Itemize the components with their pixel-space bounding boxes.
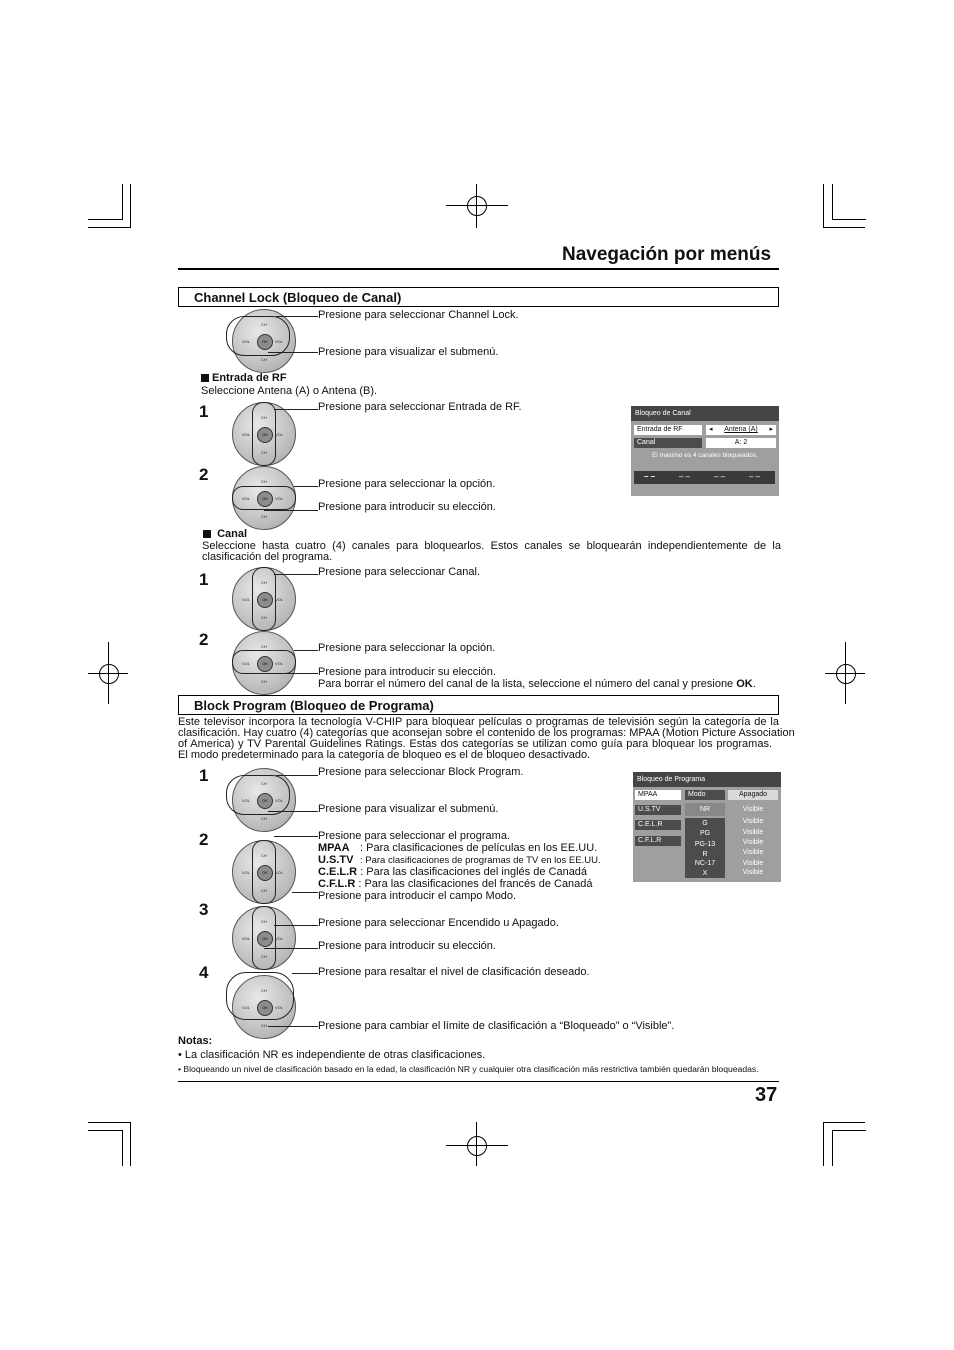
instruction-text: Presione para seleccionar el programa. bbox=[318, 830, 510, 842]
step-number: 1 bbox=[199, 402, 209, 421]
crop-mark bbox=[823, 184, 824, 228]
callout-line bbox=[292, 892, 318, 893]
registration-mark bbox=[836, 664, 856, 684]
canal-label: Canal bbox=[203, 528, 247, 541]
step-number: 2 bbox=[199, 465, 209, 484]
osd-category[interactable]: U.S.TV bbox=[635, 805, 681, 815]
osd-status[interactable]: Visible bbox=[742, 829, 764, 836]
osd-title: Bloqueo de Programa bbox=[633, 772, 781, 787]
highlight-up-down bbox=[252, 402, 276, 466]
instruction-text: U.S.TV : Para clasificaciones de programas de TV en los EE.UU. bbox=[318, 854, 601, 866]
osd-rating[interactable]: NC-17 bbox=[694, 860, 716, 867]
instruction-text: Presione para seleccionar la opción. bbox=[318, 478, 496, 490]
instruction-text: Presione para resaltar el nivel de clasificación deseado. bbox=[318, 966, 590, 978]
osd-mode-value[interactable]: Apagado bbox=[728, 790, 778, 800]
remote-dpad-icon: CH CH VOL VOL OK bbox=[232, 840, 296, 904]
remote-dpad-icon: CH CH VOL VOL OK bbox=[232, 975, 296, 1039]
osd-status[interactable]: Visible bbox=[742, 818, 764, 825]
osd-block-program bbox=[633, 772, 781, 882]
instruction-text: Presione para introducir su elección. bbox=[318, 666, 496, 678]
instruction-text: Presione para seleccionar Block Program. bbox=[318, 766, 524, 778]
crop-mark bbox=[832, 1130, 866, 1131]
callout-line bbox=[292, 973, 318, 974]
instruction-text: Presione para seleccionar la opción. bbox=[318, 642, 496, 654]
osd-rating[interactable]: PG-13 bbox=[694, 841, 716, 848]
canal-desc: clasificación del programa. bbox=[202, 551, 333, 563]
intro-text: Este televisor incorpora la tecnología V-CHIP para bloquear películas o programas de televisión según la categoría de la bbox=[178, 716, 779, 728]
instruction-text: Presione para introducir el campo Modo. bbox=[318, 890, 517, 902]
step-number: 1 bbox=[199, 570, 209, 589]
rf-label: Entrada de RF bbox=[201, 372, 287, 385]
callout-line bbox=[268, 811, 318, 812]
osd-slot[interactable]: – – bbox=[644, 472, 656, 481]
block-program-heading: Block Program (Bloqueo de Programa) bbox=[194, 698, 434, 713]
osd-slot[interactable]: – – bbox=[749, 472, 761, 481]
callout-line bbox=[264, 948, 318, 949]
remote-dpad-icon: CH CH VOL VOL OK bbox=[232, 906, 296, 970]
osd-status[interactable]: Visible bbox=[742, 839, 764, 846]
osd-mode-label[interactable]: Modo bbox=[685, 790, 725, 800]
crop-mark bbox=[832, 1130, 833, 1166]
registration-mark bbox=[446, 205, 508, 206]
crop-mark bbox=[88, 1122, 130, 1123]
osd-category[interactable]: MPAA bbox=[635, 790, 681, 800]
page-number: 37 bbox=[755, 1084, 778, 1106]
callout-line bbox=[264, 673, 318, 674]
callout-line bbox=[294, 650, 318, 651]
intro-text: El modo predeterminado para la categoría de bloqueo es el de bloqueo desactivado. bbox=[178, 749, 591, 761]
osd-note: El maximo es 4 canales bloqueados. bbox=[652, 452, 758, 459]
osd-rating[interactable]: G bbox=[702, 820, 708, 827]
callout-line bbox=[274, 925, 318, 926]
osd-rating[interactable]: PG bbox=[699, 830, 711, 837]
instruction-text: Para borrar el número del canal de la lista, seleccione el número del canal y presione OK. bbox=[318, 678, 756, 690]
remote-dpad-icon: CH CH VOL VOL OK bbox=[232, 768, 296, 832]
remote-dpad-icon: CH CH VOL VOL OK bbox=[232, 309, 296, 373]
intro-text: of America) y TV Parental Guidelines Ratings. Estas dos categorías se utilizan como guía para bloquear los programas. bbox=[178, 738, 772, 750]
crop-mark bbox=[122, 184, 123, 220]
registration-mark bbox=[467, 1136, 487, 1156]
highlight-up-down bbox=[252, 567, 276, 631]
channel-lock-heading-box bbox=[178, 287, 779, 307]
instruction-text: Presione para seleccionar Channel Lock. bbox=[318, 309, 519, 321]
highlight-up-down bbox=[252, 840, 276, 904]
canal-desc: Seleccione hasta cuatro (4) canales para bloquearlos. Estos canales se bloquearán independientemente de la bbox=[202, 540, 781, 552]
callout-line bbox=[268, 1026, 318, 1027]
osd-row-label[interactable]: Entrada de RF bbox=[634, 425, 702, 435]
note-item: • Bloqueando un nivel de clasificación basado en la edad, la clasificación NR y cualquier otra clasificación más restrictiva también quedarán bloqueadas. bbox=[178, 1064, 759, 1074]
step-number: 2 bbox=[199, 630, 209, 649]
callout-line bbox=[276, 775, 318, 776]
instruction-text: Presione para cambiar el límite de clasificación a “Bloqueado” o “Visible”. bbox=[318, 1020, 675, 1032]
crop-mark bbox=[823, 1122, 824, 1166]
instruction-text: Presione para seleccionar Entrada de RF. bbox=[318, 401, 522, 413]
crop-mark bbox=[122, 1130, 123, 1166]
osd-status[interactable]: Visible bbox=[742, 869, 764, 876]
crop-mark bbox=[130, 1122, 131, 1166]
callout-line bbox=[268, 352, 318, 353]
osd-slots bbox=[634, 471, 775, 484]
block-program-heading-box bbox=[178, 695, 779, 715]
osd-title: Bloqueo de Canal bbox=[631, 406, 779, 421]
notes-title: Notas: bbox=[178, 1035, 213, 1047]
channel-lock-heading: Channel Lock (Bloqueo de Canal) bbox=[194, 290, 402, 305]
highlight-left-right bbox=[232, 650, 296, 674]
callout-line bbox=[274, 409, 318, 410]
remote-dpad-icon: CH CH VOL VOL OK bbox=[232, 631, 296, 695]
registration-mark bbox=[476, 1122, 477, 1166]
instruction-text: MPAA : Para clasificaciones de películas en los EE.UU. bbox=[318, 842, 598, 854]
intro-text: clasificación. Hay cuatro (4) categorías que aconsejan sobre el contenido de los programas: MPAA (Motion Picture Association bbox=[178, 727, 795, 739]
instruction-text: Presione para introducir su elección. bbox=[318, 501, 496, 513]
callout-line bbox=[264, 510, 318, 511]
osd-category[interactable]: C.E.L.R bbox=[635, 820, 681, 830]
instruction-text: Presione para seleccionar Canal. bbox=[318, 566, 481, 578]
registration-mark bbox=[467, 196, 487, 216]
crop-mark bbox=[832, 184, 833, 220]
page-title: Navegación por menús bbox=[562, 244, 772, 265]
osd-status[interactable]: Visible bbox=[742, 860, 764, 867]
instruction-text: Presione para visualizar el submenú. bbox=[318, 803, 499, 815]
instruction-text: Presione para seleccionar Encendido u Apagado. bbox=[318, 917, 559, 929]
osd-slot[interactable]: – – bbox=[679, 472, 691, 481]
instruction-text: C.F.L.R : Para las clasificaciones del francés de Canadá bbox=[318, 878, 593, 890]
step-number: 1 bbox=[199, 766, 209, 785]
osd-row-value[interactable]: ◂ Antena (A) ▸ bbox=[706, 425, 776, 435]
callout-line bbox=[274, 574, 318, 575]
instruction-text: Presione para visualizar el submenú. bbox=[318, 346, 499, 358]
callout-line bbox=[294, 486, 318, 487]
step-number: 3 bbox=[199, 900, 209, 919]
callout-line bbox=[274, 836, 318, 837]
osd-row-label[interactable]: Canal bbox=[634, 438, 702, 448]
note-item: • La clasificación NR es independiente de otras clasificaciones. bbox=[178, 1049, 486, 1061]
step-number: 4 bbox=[199, 963, 209, 982]
crop-mark bbox=[88, 1130, 122, 1131]
registration-mark bbox=[108, 642, 109, 704]
osd-rating[interactable]: NR bbox=[699, 806, 711, 813]
highlight-up-down bbox=[226, 972, 294, 1020]
footer-rule bbox=[178, 1081, 779, 1082]
rf-desc: Seleccione Antena (A) o Antena (B). bbox=[201, 385, 378, 397]
osd-status[interactable]: Visible bbox=[742, 806, 764, 813]
osd-slot[interactable]: – – bbox=[714, 472, 726, 481]
registration-mark bbox=[845, 642, 846, 704]
title-rule bbox=[178, 268, 779, 270]
crop-mark bbox=[823, 227, 865, 228]
crop-mark bbox=[88, 227, 130, 228]
osd-category[interactable]: C.F.L.R bbox=[635, 836, 681, 846]
crop-mark bbox=[130, 184, 131, 228]
remote-dpad-icon: CH CH VOL VOL OK bbox=[232, 567, 296, 631]
step-number: 2 bbox=[199, 830, 209, 849]
highlight-up-down bbox=[252, 906, 276, 970]
remote-dpad-icon: CH CH VOL VOL OK bbox=[232, 466, 296, 530]
registration-mark bbox=[446, 1145, 508, 1146]
remote-dpad-icon: CH CH VOL VOL OK bbox=[232, 402, 296, 466]
osd-status[interactable]: Visible bbox=[742, 849, 764, 856]
crop-mark bbox=[88, 219, 122, 220]
highlight-up-down bbox=[226, 775, 290, 815]
osd-channel-lock bbox=[631, 406, 779, 496]
callout-line bbox=[276, 316, 318, 317]
osd-rating[interactable]: X bbox=[702, 870, 708, 877]
registration-mark bbox=[476, 184, 477, 228]
crop-mark bbox=[832, 219, 866, 220]
highlight-left-right bbox=[232, 486, 296, 510]
osd-row-value[interactable]: A: 2 bbox=[706, 438, 776, 448]
crop-mark bbox=[823, 1122, 865, 1123]
registration-mark bbox=[99, 664, 119, 684]
osd-rating[interactable]: R bbox=[702, 851, 708, 858]
instruction-text: C.E.L.R : Para las clasificaciones del inglés de Canadá bbox=[318, 866, 588, 878]
instruction-text: Presione para introducir su elección. bbox=[318, 940, 496, 952]
highlight-up-down bbox=[226, 316, 290, 356]
